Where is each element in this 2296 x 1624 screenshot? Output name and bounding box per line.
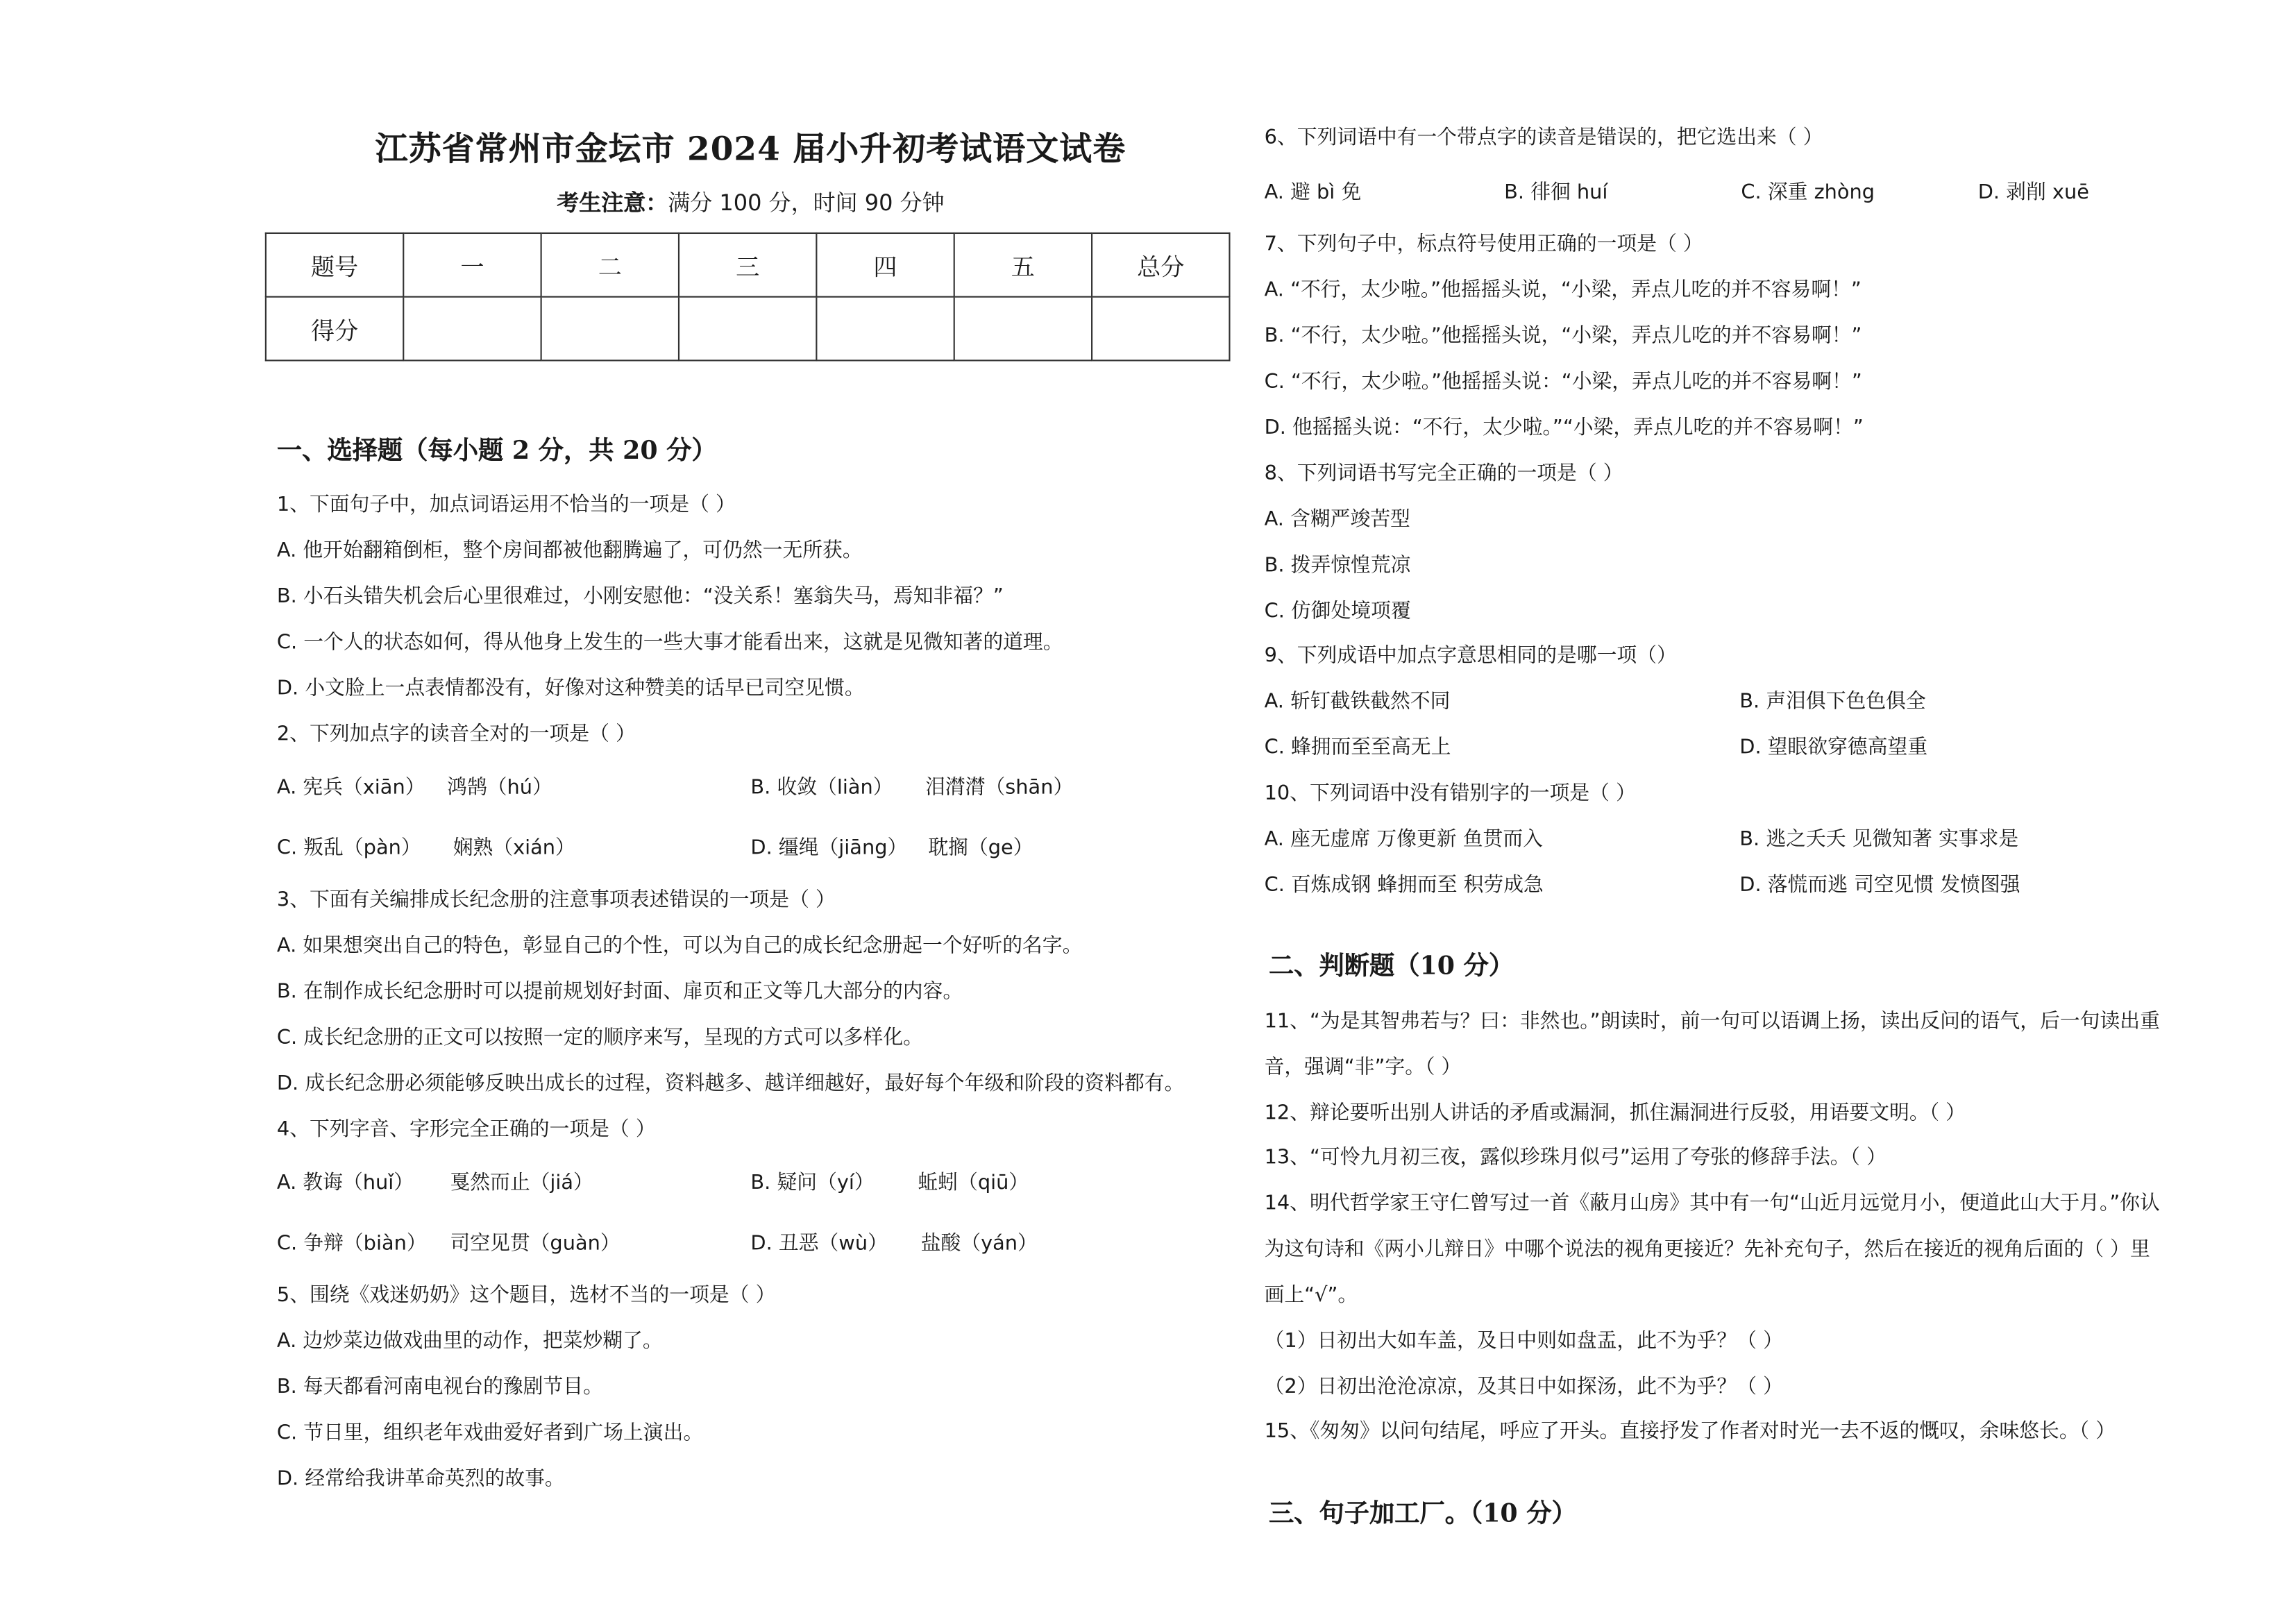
score-cell[interactable]: [403, 297, 541, 361]
q4-option-c-word2: 司空见贯（guàn）: [450, 1231, 621, 1255]
score-table-header-row: [266, 233, 1230, 297]
notice-text: 满分 100 分，时间 90 分钟: [668, 189, 945, 217]
q14-line-2: 为这句诗和《两小儿辩日》中哪个说法的视角更接近？先补充句子，然后在接近的视角后面的（ ）里: [1264, 1237, 2150, 1262]
q10-option-d: D. 落慌而逃 司空见惯 发愤图强: [1739, 873, 2020, 897]
q11-line-2: 音，强调“非”字。（ ）: [1264, 1055, 1462, 1079]
q6-option-d: D. 剥削 xuē: [1977, 180, 2089, 205]
q2-option-c: C. 叛乱（pàn）: [276, 836, 421, 861]
q6-option-c: C. 深重 zhòng: [1741, 180, 1875, 205]
q14-item-1: （1）日初出大如车盖，及日中则如盘盂，此不为乎？（ ）: [1264, 1329, 1783, 1353]
score-header-cell: 题号: [266, 233, 403, 297]
q14-line-3: 画上“√”。: [1264, 1283, 1358, 1308]
exam-notice: [269, 187, 1231, 218]
q1-option-d: D. 小文脸上一点表情都没有，好像对这种赞美的话早已司空见惯。: [276, 676, 865, 700]
q12-text: 12、辩论要听出别人讲话的矛盾或漏洞，抓住漏洞进行反驳，用语要文明。（ ）: [1264, 1101, 1966, 1126]
q4-option-a-word2: 戛然而止（jiá）: [450, 1171, 593, 1195]
q10-option-a: A. 座无虚席 万像更新 鱼贯而入: [1264, 827, 1543, 852]
q7-option-c: C. “不行，太少啦。”他摇摇头说：“小梁，弄点儿吃的并不容易啊！”: [1264, 370, 1862, 394]
q4-option-d-word2: 盐酸（yán）: [920, 1231, 1038, 1255]
q7-stem: 7、下列句子中，标点符号使用正确的一项是（ ）: [1264, 232, 1703, 257]
q1-option-a: A. 他开始翻箱倒柜，整个房间都被他翻腾遍了，可仍然一无所获。: [276, 539, 863, 563]
q3-option-a: A. 如果想突出自己的特色，彰显自己的个性，可以为自己的成长纪念册起一个好听的名字。: [276, 933, 1083, 958]
q11-line-1: 11、“为是其智弗若与？曰：非然也。”朗读时，前一句可以语调上扬，读出反问的语气，后一句读出重: [1264, 1009, 2160, 1033]
page-title: 江苏省常州市金坛市 2024 届小升初考试语文试卷: [375, 130, 1126, 169]
q5-stem: 5、围绕《戏迷奶奶》这个题目，选材不当的一项是（ ）: [276, 1283, 776, 1308]
q9-option-a: A. 斩钉截铁截然不同: [1264, 689, 1451, 714]
score-table: [265, 232, 1231, 362]
q5-option-c: C. 节日里，组织老年戏曲爱好者到广场上演出。: [276, 1421, 704, 1445]
q14-line-1: 14、明代哲学家王守仁曾写过一首《蔽月山房》其中有一句“山近月远觉月小，便道此山大于月。”你认: [1264, 1192, 2160, 1216]
q4-option-c: C. 争辩（biàn）: [276, 1231, 427, 1255]
q4-stem: 4、下列字音、字形完全正确的一项是（ ）: [276, 1117, 656, 1142]
q4-option-a: A. 教诲（huǐ）: [276, 1171, 414, 1195]
score-header-cell: 三: [679, 233, 816, 297]
q7-option-b: B. “不行，太少啦。”他摇摇头说，“小梁，弄点儿吃的并不容易啊！”: [1264, 324, 1862, 348]
q2-option-b-word2: 泪潸潸（shān）: [925, 775, 1074, 800]
score-header-cell: 二: [541, 233, 679, 297]
q10-option-c: C. 百炼成钢 蜂拥而至 积劳成急: [1264, 873, 1544, 897]
q2-option-d-word2: 耽搁（ge）: [928, 836, 1033, 861]
section-1-heading: 一、选择题（每小题 2 分，共 20 分）: [276, 437, 717, 466]
q1-option-c: C. 一个人的状态如何，得从他身上发生的一些大事才能看出来，这就是见微知著的道理。: [276, 630, 1063, 654]
q2-option-d: D. 缰绳（jiāng）: [750, 836, 908, 861]
score-header-cell: 总分: [1092, 233, 1229, 297]
q3-option-c: C. 成长纪念册的正文可以按照一定的顺序来写，呈现的方式可以多样化。: [276, 1026, 923, 1050]
score-row-label: 得分: [266, 297, 403, 361]
q1-stem: 1、下面句子中，加点词语运用不恰当的一项是（ ）: [276, 493, 736, 517]
q8-stem: 8、下列词语书写完全正确的一项是（ ）: [1264, 462, 1623, 486]
q6-stem: 6、下列词语中有一个带点字的读音是错误的，把它选出来（ ）: [1264, 126, 1823, 150]
q7-option-d: D. 他摇摇头说：“不行，太少啦。”“小梁，弄点儿吃的并不容易啊！”: [1264, 416, 1864, 440]
q2-option-c-word2: 娴熟（xián）: [453, 836, 575, 861]
q15-text: 15、《匆匆》以问句结尾，呼应了开头。直接抒发了作者对时光一去不返的慨叹，余味悠长。（ ）: [1264, 1419, 2116, 1444]
q6-option-a: A. 避 bì 免: [1264, 180, 1362, 205]
score-cell[interactable]: [816, 297, 954, 361]
q4-option-b-word2: 蚯蚓（qiū）: [918, 1171, 1029, 1195]
q3-stem: 3、下面有关编排成长纪念册的注意事项表述错误的一项是（ ）: [276, 888, 836, 912]
score-header-cell: 五: [954, 233, 1092, 297]
score-cell[interactable]: [541, 297, 679, 361]
q1-option-b: B. 小石头错失机会后心里很难过，小刚安慰他：“没关系！塞翁失马，焉知非福？”: [276, 584, 1004, 609]
score-header-cell: 四: [816, 233, 954, 297]
score-table-score-row: [266, 297, 1230, 361]
q10-stem: 10、下列词语中没有错别字的一项是（ ）: [1264, 781, 1636, 806]
q7-option-a: A. “不行，太少啦。”他摇摇头说，“小梁，弄点儿吃的并不容易啊！”: [1264, 278, 1862, 303]
q5-option-b: B. 每天都看河南电视台的豫剧节目。: [276, 1375, 603, 1399]
q4-option-b: B. 疑问（yí）: [750, 1171, 875, 1195]
q9-option-d: D. 望眼欲穿德高望重: [1739, 736, 1928, 760]
q8-option-a: A. 含糊严竣苦型: [1264, 507, 1410, 532]
q5-option-d: D. 经常给我讲革命英烈的故事。: [276, 1466, 565, 1491]
q9-option-b: B. 声泪俱下色色俱全: [1739, 689, 1926, 714]
q2-option-a-word2: 鸿鹄（hú）: [447, 775, 552, 800]
score-cell[interactable]: [954, 297, 1092, 361]
q14-item-2: （2）日初出沧沧凉凉，及其日中如探汤，此不为乎？（ ）: [1264, 1375, 1783, 1399]
section-2-heading: 二、判断题（10 分）: [1268, 951, 1514, 982]
q2-stem: 2、下列加点字的读音全对的一项是（ ）: [276, 722, 636, 747]
q5-option-a: A. 边炒菜边做戏曲里的动作，把菜炒糊了。: [276, 1329, 663, 1353]
score-header-cell: 一: [403, 233, 541, 297]
q8-option-c: C. 仿御处境项覆: [1264, 599, 1411, 623]
q4-option-d: D. 丑恶（wù）: [750, 1231, 888, 1255]
score-cell[interactable]: [1092, 297, 1229, 361]
q3-option-d: D. 成长纪念册必须能够反映出成长的过程，资料越多、越详细越好，最好每个年级和阶段的资料都有。: [276, 1072, 1185, 1096]
q9-option-c: C. 蜂拥而至至高无上: [1264, 736, 1451, 760]
q13-text: 13、“可怜九月初三夜，露似珍珠月似弓”运用了夸张的修辞手法。（ ）: [1264, 1145, 1886, 1170]
q6-option-b: B. 徘徊 huí: [1504, 180, 1608, 205]
q8-option-b: B. 拨弄惊惶荒凉: [1264, 553, 1411, 577]
q9-stem: 9、下列成语中加点字意思相同的是哪一项（）: [1264, 643, 1677, 668]
section-3-heading: 三、句子加工厂。（10 分）: [1268, 1499, 1577, 1530]
notice-label: 考生注意：: [557, 189, 668, 217]
q3-option-b: B. 在制作成长纪念册时可以提前规划好封面、扉页和正文等几大部分的内容。: [276, 980, 963, 1004]
q2-option-b: B. 收敛（liàn）: [750, 775, 893, 800]
q2-option-a: A. 宪兵（xiān）: [276, 775, 425, 800]
q10-option-b: B. 逃之夭夭 见微知著 实事求是: [1739, 827, 2019, 852]
score-cell[interactable]: [679, 297, 816, 361]
